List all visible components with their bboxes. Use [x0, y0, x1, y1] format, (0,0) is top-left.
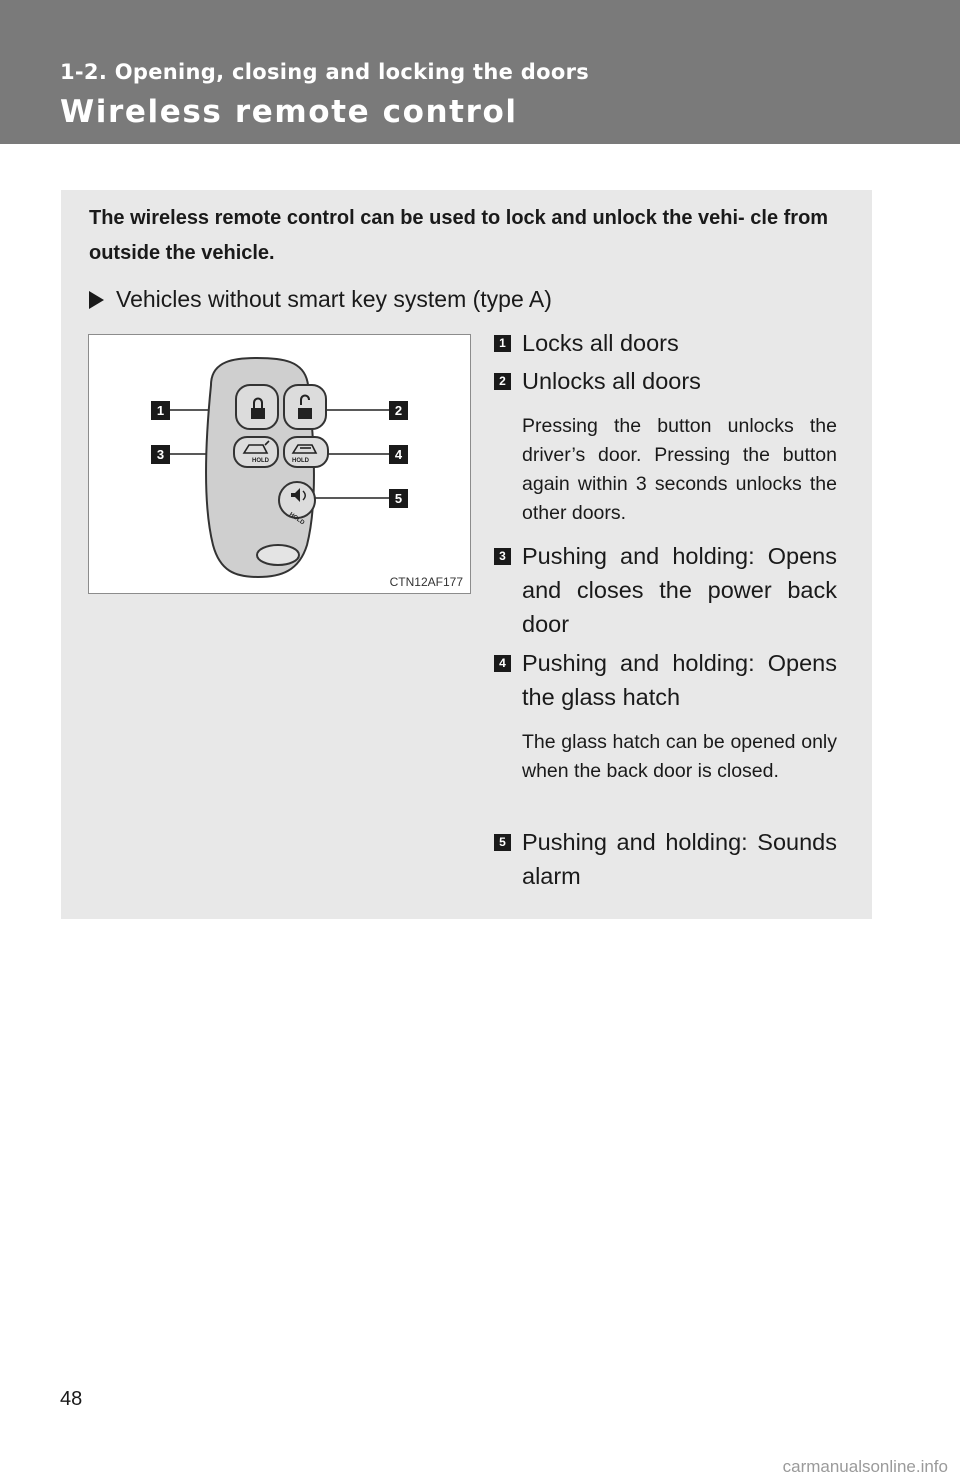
intro-text: The wireless remote control can be used to lock and unlock the vehi- cle from outside the vehicle. [89, 207, 829, 264]
fob-indicator [257, 545, 299, 565]
callout-number: 5 [394, 491, 403, 506]
variant-heading [89, 284, 552, 314]
item-text: Pushing and holding: Sounds alarm [522, 829, 837, 889]
hold-label: HOLD [252, 458, 269, 464]
variant-label: Vehicles without smart key system (type A) [116, 286, 552, 312]
hold-label: HOLD [292, 458, 309, 464]
remote-figure [88, 334, 471, 594]
item-number-badge: 4 [494, 655, 511, 672]
figure-code: CTN12AF177 [389, 575, 463, 589]
item-number-badge: 2 [494, 373, 511, 390]
watermark: carmanualsonline.info [782, 1457, 948, 1476]
alarm-button [279, 482, 315, 518]
callout-number: 3 [156, 447, 165, 462]
item-number-badge: 3 [494, 548, 511, 565]
unlock-button [284, 385, 326, 429]
item-note: The glass hatch can be opened only when the back door is closed. [522, 731, 837, 782]
remote-illustration [89, 335, 472, 595]
hold-label: HOLD [287, 511, 306, 527]
page-number: 48 [60, 1388, 83, 1410]
page-title: Wireless remote control [60, 94, 518, 130]
item-number-badge: 1 [494, 335, 511, 352]
item-text: Pushing and holding: Opens and closes the power back door [522, 543, 837, 637]
callout-number: 4 [394, 447, 403, 462]
list-item [494, 364, 837, 398]
list-item [494, 646, 837, 714]
list-item [494, 825, 837, 893]
lock-button [236, 385, 278, 429]
item-number-badge: 5 [494, 834, 511, 851]
list-item [494, 326, 837, 360]
item-text: Unlocks all doors [522, 368, 701, 394]
callout-number: 1 [156, 403, 165, 418]
triangle-bullet-icon [89, 291, 104, 309]
section-label: 1-2. Opening, closing and locking the doors [60, 60, 590, 84]
list-item [494, 539, 837, 641]
callout-number: 2 [394, 403, 403, 418]
item-text: Locks all doors [522, 330, 679, 356]
header-bar [0, 0, 960, 144]
item-text: Pushing and holding: Opens the glass hatch [522, 650, 837, 710]
item-note: Pressing the button unlocks the driver’s door. Pressing the button again within 3 seconds unlocks the other doors. [522, 415, 837, 524]
